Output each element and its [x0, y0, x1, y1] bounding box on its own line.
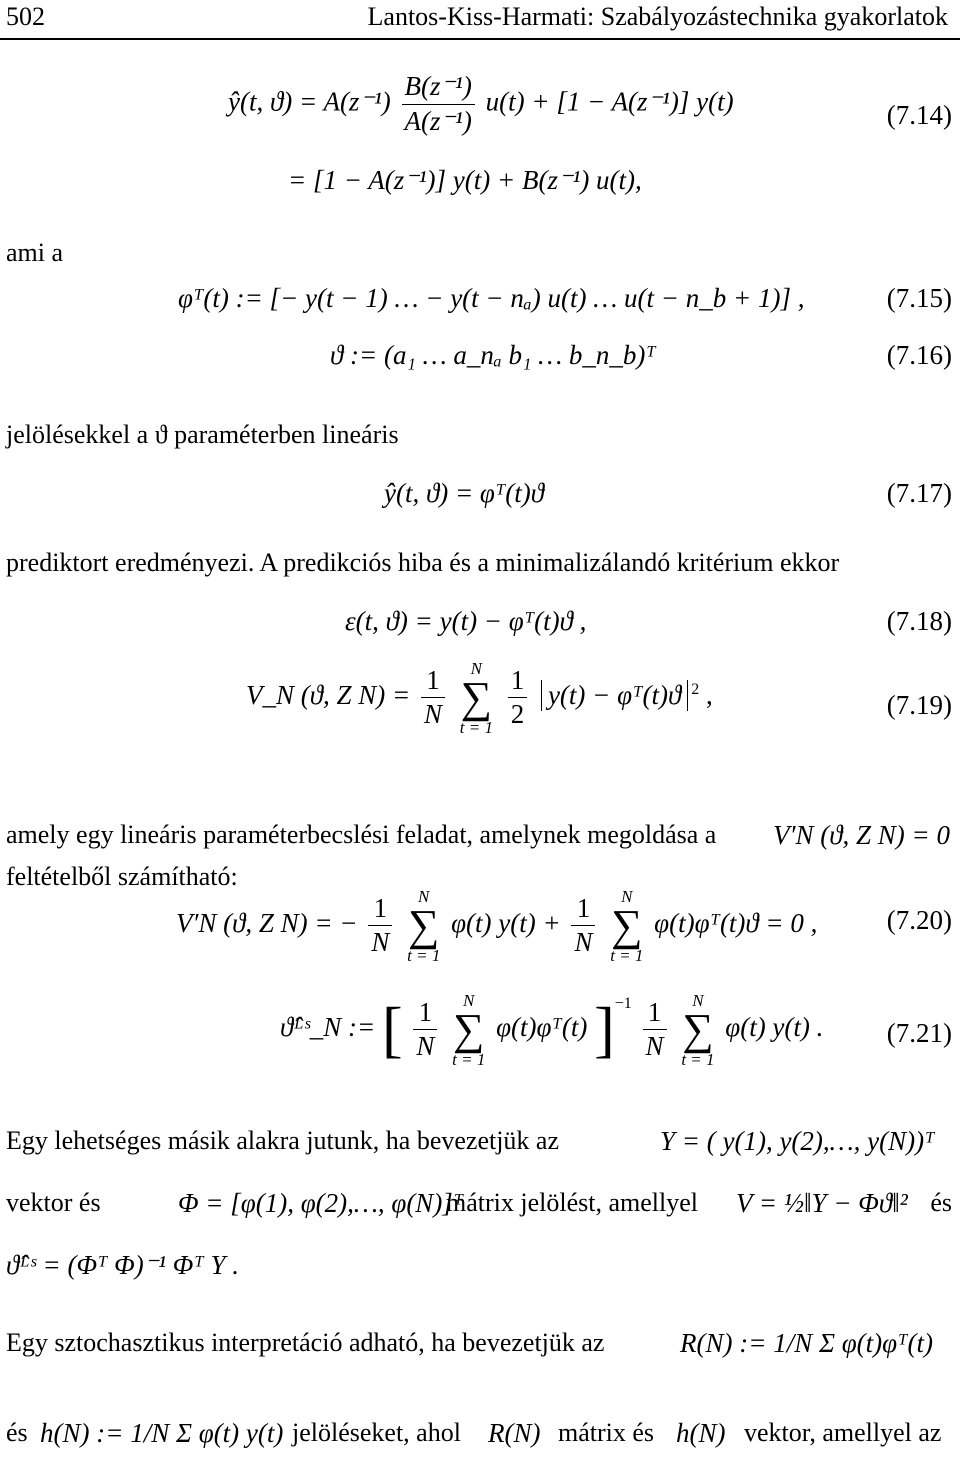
- amely-condition: V′N (ϑ, Z N) = 0: [773, 820, 950, 850]
- text-matrix-es: mátrix és: [558, 1418, 655, 1447]
- eq19-lhs: V_N (ϑ, Z N) =: [246, 680, 411, 711]
- eq-number-7-15: (7.15): [886, 283, 952, 313]
- text-es: és: [930, 1188, 952, 1217]
- text-egy-lehetseges: Egy lehetséges másik alakra jutunk, ha bevezetjük az: [6, 1126, 560, 1155]
- equation-7-18: ε(t, ϑ) = y(t) − φᵀ(t)ϑ ,: [345, 606, 587, 636]
- eq19-sum-symbol: N ∑ t = 1: [459, 659, 493, 737]
- R-definition: R(N) := 1/N Σ φ(t)φᵀ(t): [680, 1328, 934, 1358]
- eq20-sum-b: N ∑ t = 1: [610, 887, 644, 965]
- text-amely-egy: amely egy lineáris paraméterbecslési feladat, amelynek megoldása a: [6, 820, 717, 849]
- text-jelolesekkel: jelölésekkel a ϑ paraméterben lineáris: [6, 420, 399, 449]
- eq21-sum-b: N ∑ t = 1: [681, 991, 715, 1069]
- Y-definition: Y = ( y(1), y(2),…, y(N))ᵀ: [660, 1126, 935, 1156]
- eq20-lhs: V′N (ϑ, Z N) = −: [176, 908, 358, 939]
- eq-number-7-19: (7.19): [886, 690, 952, 720]
- text-feltetelbol: feltételből számítható:: [6, 862, 238, 891]
- text-prediktort: prediktort eredményezi. A predikciós hiba és a minimalizálandó kritérium ekkor: [6, 548, 840, 577]
- eq-number-7-17: (7.17): [886, 478, 952, 508]
- eq21-inner: φ(t)φᵀ(t): [496, 1012, 588, 1043]
- equation-7-19: V_N (ϑ, Z N) = $\frac{1}{N}$ N ∑ t = 1 $\frac{1}{2}$ y(t) − φᵀ(t)ϑ $^2$ ,: [246, 659, 713, 737]
- equation-7-17: ŷ(t, ϑ) = φᵀ(t)ϑ: [384, 478, 545, 508]
- eq-number-7-20: (7.20): [886, 905, 952, 935]
- eq19-frac-1-over-N: $\frac{1}{N}$: [421, 664, 445, 733]
- equation-7-14-line1: [228, 70, 734, 139]
- eq14-rhs: u(t) + [1 − A(z⁻¹)] y(t): [485, 86, 734, 117]
- text-es-h: és: [6, 1418, 28, 1447]
- equation-7-16: ϑ := (a₁ … a_nₐ b₁ … b_n_b)ᵀ: [330, 340, 656, 370]
- eq21-sum-a: N ∑ t = 1: [452, 991, 486, 1069]
- text-ami-a: ami a: [6, 238, 64, 267]
- eq21-rhs: φ(t) y(t) .: [725, 1012, 824, 1043]
- text-egy-sztochasztikus: Egy sztochasztikus interpretáció adható, ha bevezetjük az: [6, 1328, 605, 1357]
- eq20-term2: φ(t)φᵀ(t)ϑ = 0 ,: [654, 908, 818, 939]
- eq-number-7-14: (7.14): [886, 100, 952, 130]
- eq19-abs-body: y(t) − φᵀ(t)ϑ: [541, 680, 688, 711]
- eq20-frac-a: $\frac{1}{N}$: [368, 892, 392, 961]
- eq20-frac-b: $\frac{1}{N}$: [571, 892, 595, 961]
- theta-LS-definition: ϑ̂ᴸˢ = (Φᵀ Φ)⁻¹ Φᵀ Y .: [6, 1250, 240, 1280]
- equation-7-14-line2: = [1 − A(z⁻¹)] y(t) + B(z⁻¹) u(t),: [288, 165, 642, 195]
- eq-number-7-21: (7.21): [886, 1018, 952, 1048]
- eq14-frac-den: A(z⁻¹): [404, 105, 472, 136]
- text-vektor-es: vektor és: [6, 1188, 101, 1217]
- text-vektor-amellyel: vektor, amellyel az: [744, 1418, 942, 1447]
- eq21-lhs: ϑ̂ᴸˢ_N :=: [280, 1012, 376, 1043]
- V-definition: V = ½‖Y − Φϑ‖²: [736, 1188, 908, 1218]
- eq21-frac-a: $\frac{1}{N}$: [413, 996, 437, 1065]
- text-jeloleseket: jelöléseket, ahol: [292, 1418, 461, 1447]
- page-number: 502: [6, 2, 45, 31]
- eq-number-7-18: (7.18): [886, 606, 952, 636]
- eq19-frac-1-over-2: $\frac{1}{2}$: [508, 664, 528, 733]
- eq14-lhs: ŷ(t, ϑ) = A(z⁻¹): [228, 86, 391, 117]
- h-definition: h(N) := 1/N Σ φ(t) y(t): [40, 1418, 284, 1448]
- eq20-term1: φ(t) y(t) +: [451, 908, 561, 939]
- R-of-N: R(N): [488, 1418, 541, 1448]
- Phi-definition: Φ = [φ(1), φ(2),…, φ(N)]ᵀ: [178, 1188, 464, 1218]
- text-matrix-jeloles: mátrix jelölést, amellyel: [446, 1188, 698, 1217]
- equation-7-20: [176, 888, 817, 964]
- eq14-frac-num: B(z⁻¹): [402, 70, 475, 105]
- h-of-N: h(N): [676, 1418, 726, 1448]
- eq21-frac-b: $\frac{1}{N}$: [643, 996, 667, 1065]
- eq20-sum-a: N ∑ t = 1: [407, 887, 441, 965]
- running-title: Lantos-Kiss-Harmati: Szabályozástechnika gyakorlatok: [367, 2, 948, 31]
- equation-7-15: φᵀ(t) := [− y(t − 1) … − y(t − nₐ) u(t) … u(t − n_b + 1)] ,: [178, 283, 805, 313]
- equation-7-21: ϑ̂ᴸˢ_N := [ $\frac{1}{N}$ N ∑ t = 1 φ(t)φᵀ(t) ]$^{-1}$ $\frac{1}{N}$ N ∑ t = 1 φ(t) y(t) .: [280, 991, 824, 1069]
- eq-number-7-16: (7.16): [886, 340, 952, 370]
- eq14-fraction: [402, 70, 475, 139]
- header-rule: [0, 38, 960, 40]
